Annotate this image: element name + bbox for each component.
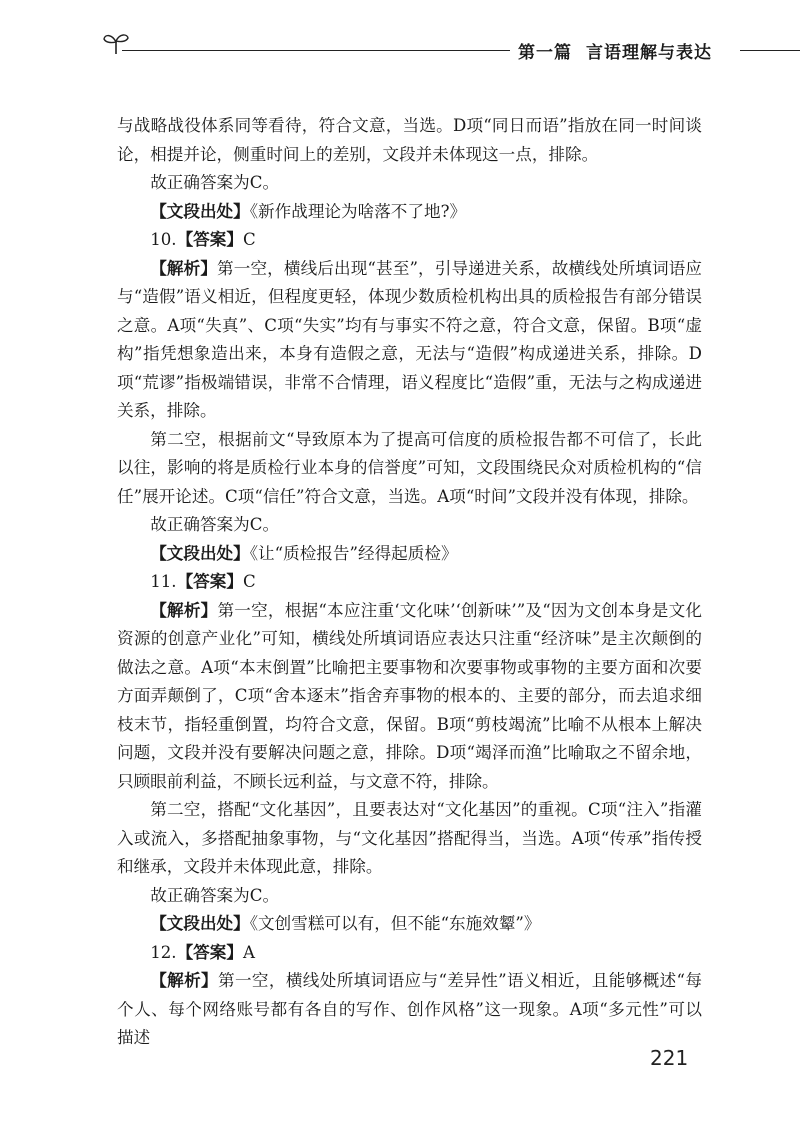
paragraph: [117, 568, 702, 597]
paragraph-text: 故正确答案为C。: [150, 515, 280, 534]
section-tag: 【答案】: [176, 230, 243, 249]
section-tag: 【答案】: [176, 572, 243, 591]
section-tag: 【答案】: [176, 942, 243, 962]
section-tag: 【文段出处】: [150, 201, 250, 221]
paragraph: [117, 597, 702, 797]
part-label: 第一篇: [518, 43, 572, 63]
paragraph: [117, 169, 702, 198]
paragraph: [117, 198, 702, 227]
question-number: 10.: [150, 230, 177, 249]
paragraph-text: 第二空，搭配“文化基因”，且要表达对“文化基因”的重视。C项“注入”指灌入或流入，多搭配抽象事物，与“文化基因”搭配得当，当选。A项“传承”指传授和继承，文段并未体现此意，排除。: [117, 800, 702, 876]
section-tag: 【解析】: [150, 258, 218, 278]
page-header: [100, 30, 800, 64]
paragraph-text: 与战略战役体系同等看待，符合文意，当选。D项“同日而语”指放在同一时间谈论，相提并论，侧重时间上的差别，文段并未体现这一点，排除。: [117, 116, 702, 164]
paragraph: [117, 540, 702, 569]
section-label: 言语理解与表达: [586, 43, 712, 63]
paragraph: [117, 511, 702, 540]
header-rule-right: [740, 50, 800, 51]
chapter-title: [518, 38, 712, 63]
section-tag: 【解析】: [150, 971, 219, 990]
question-number: 12.: [150, 942, 177, 962]
paragraph-text: C: [242, 572, 256, 591]
section-tag: 【解析】: [150, 600, 218, 620]
question-number: 11.: [150, 572, 177, 591]
paragraph-text: 第二空，根据前文“导致原本为了提高可信度的质检报告都不可信了，长此以往，影响的将是质检行业本身的信誉度”可知，文段围绕民众对质检机构的“信任”展开论述。C项“信任”符合文意，当选。A项“时间”文段并没有体现，排除。: [117, 429, 702, 506]
paragraph-text: 第一空，横线后出现“甚至”，引导递进关系，故横线处所填词语应与“造假”语义相近，但程度更轻，体现少数质检机构出具的质检报告有部分错误之意。A项“失真”、C项“失实”均有与事实不符之意，符合文意，保留。B项“虚构”指凭想象造出来，本身有造假之意，无法与“造假”构成递进关系，排除。D项“荒谬”指极端错误，非常不合情理，语义程度比“造假”重，无法与之构成递进关系，排除。: [117, 258, 702, 420]
paragraph-text: A: [242, 942, 255, 962]
section-tag: 【文段出处】: [150, 543, 250, 563]
section-tag: 【文段出处】: [150, 914, 250, 933]
paragraph: [117, 939, 702, 968]
paragraph-text: 第一空，横线处所填词语应与“差异性”语义相近，且能够概述“每个人、每个网络账号都有各自的写作、创作风格”这一现象。A项“多元性”可以描述: [117, 971, 702, 1047]
paragraph: [117, 255, 702, 426]
paragraph: [117, 796, 702, 882]
paragraph: [117, 967, 702, 1053]
paragraph-text: 《文创雪糕可以有，但不能“东施效颦”》: [249, 914, 541, 933]
paragraph-text: 故正确答案为C。: [150, 173, 280, 192]
paragraph-text: 第一空，根据“本应注重‘文化味’‘创新味’”及“因为文创本身是文化资源的创意产业化”可知，横线处所填词语应表达只注重“经济味”是主次颠倒的做法之意。A项“本末倒置”比喻把主要事物和次要事物或事物的主要方面和次要方面弄颠倒了，C项“舍本逐末”指舍弃事物的根本的、主要的部分，而去追求细枝末节，指轻重倒置，均符合文意，保留。B项“剪枝竭流”比喻不从根本上解决问题，文段并没有要解决问题之意，排除。D项“竭泽而渔”比喻取之不留余地，只顾眼前利益，不顾长远利益，与文意不符，排除。: [117, 600, 703, 791]
sprout-icon: [102, 30, 130, 56]
paragraph-text: 故正确答案为C。: [150, 885, 280, 905]
paragraph-text: 《新作战理论为啥落不了地?》: [249, 201, 467, 221]
paragraph: [117, 910, 702, 939]
paragraph: [117, 882, 702, 911]
paragraph: [117, 226, 702, 255]
paragraph-text: C: [242, 230, 256, 249]
answer-explanation-body: [117, 112, 702, 1053]
paragraph: [117, 112, 702, 169]
paragraph: [117, 426, 702, 512]
page-number: 221: [650, 1046, 689, 1070]
paragraph-text: 《让“质检报告”经得起质检》: [249, 543, 458, 563]
header-rule-left: [122, 50, 510, 51]
